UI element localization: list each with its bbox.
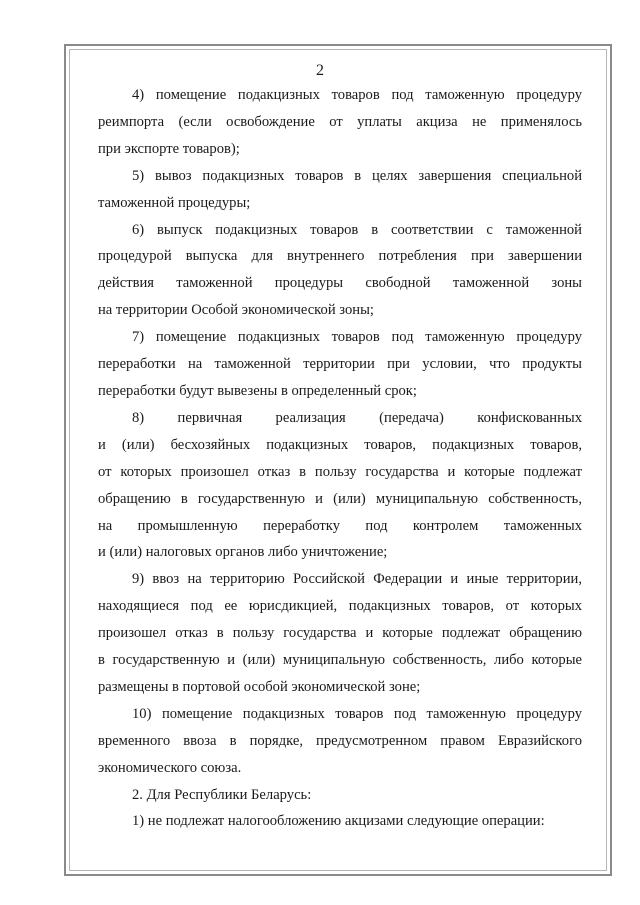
text-line: 6) выпуск подакцизных товаров в соответствии с таможенной — [132, 221, 582, 238]
text-line: обращению в государственную и (или) муниципальную собственность, — [98, 490, 582, 507]
text-line: на территории Особой экономической зоны; — [98, 302, 374, 319]
text-line: 5) вывоз подакцизных товаров в целях завершения специальной — [132, 167, 582, 184]
text-line: 2. Для Республики Беларусь: — [132, 786, 312, 803]
paragraph — [98, 566, 582, 701]
paragraph — [98, 82, 582, 163]
text-line: переработки будут вывезены в определенный срок; — [98, 382, 417, 399]
paragraph — [98, 405, 582, 566]
text-line: таможенной процедуры; — [98, 194, 251, 211]
text-line: 8) первичная реализация (передача) конфискованных — [132, 409, 582, 426]
text-line: процедурой выпуска для внутреннего потребления при завершении — [98, 248, 582, 265]
text-line: 9) ввоз на территорию Российской Федерации и иные территории, — [132, 571, 582, 588]
text-line: находящиеся под ее юрисдикцией, подакцизных товаров, от которых — [98, 598, 582, 615]
text-line: 10) помещение подакцизных товаров под таможенную процедуру — [132, 705, 582, 722]
text-line: от которых произошел отказ в пользу государства и которые подлежат — [98, 463, 582, 480]
text-line: действия таможенной процедуры свободной таможенной зоны — [98, 275, 582, 292]
text-line: в государственную и (или) муниципальную собственность, либо которые — [98, 652, 582, 669]
paragraph — [98, 163, 582, 217]
text-line: и (или) бесхозяйных подакцизных товаров, подакцизных товаров, — [98, 436, 582, 453]
text-line: временного ввоза в порядке, предусмотренном правом Евразийского — [98, 732, 582, 749]
text-line: размещены в портовой особой экономической зоне; — [98, 678, 421, 695]
text-line: 1) не подлежат налогообложению акцизами следующие операции: — [132, 813, 545, 830]
text-line: на промышленную переработку под контролем таможенных — [98, 517, 582, 534]
text-line: переработки на таможенной территории при условии, что продукты — [98, 356, 582, 373]
text-line: реимпорта (если освобождение от уплаты акциза не применялось — [98, 113, 582, 130]
page-number: 2 — [316, 62, 324, 79]
text-line: и (или) налоговых органов либо уничтожение; — [98, 544, 388, 561]
text-line: 4) помещение подакцизных товаров под таможенную процедуру — [132, 87, 582, 103]
text-line: при экспорте товаров); — [98, 140, 240, 157]
paragraph — [98, 782, 582, 809]
paragraph — [98, 324, 582, 405]
text-line: 7) помещение подакцизных товаров под таможенную процедуру — [132, 329, 582, 346]
paragraph — [98, 701, 582, 782]
paragraph — [98, 217, 582, 325]
document-body — [98, 82, 582, 835]
paragraph — [98, 808, 582, 835]
text-line: произошел отказ в пользу государства и которые подлежат обращению — [98, 625, 582, 642]
text-line: экономического союза. — [98, 759, 242, 776]
